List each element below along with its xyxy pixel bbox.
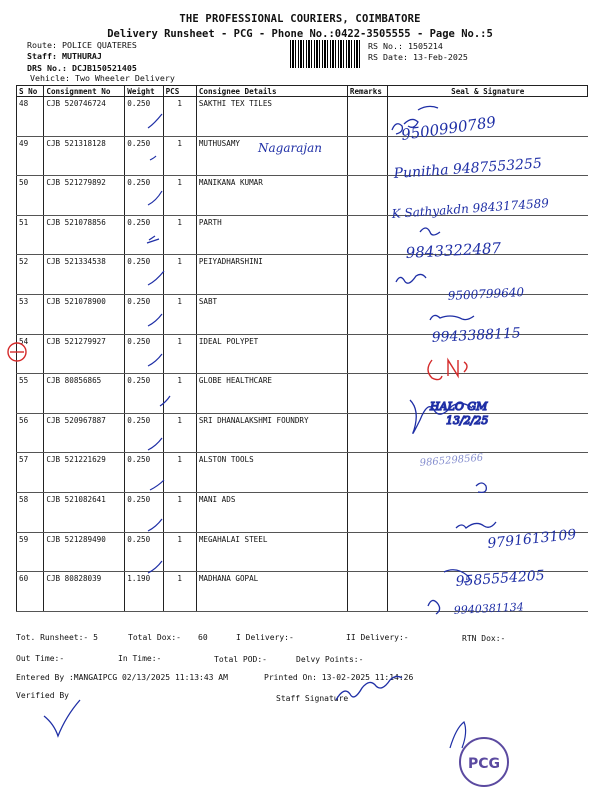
row-remarks [347, 334, 388, 374]
out-time: Out Time:- [16, 654, 65, 663]
table-row [17, 572, 588, 612]
row-sno: 54 [17, 334, 44, 374]
row-sno: 49 [17, 136, 44, 176]
handwritten-phone: 9500799640 [447, 285, 525, 303]
row-remarks [347, 532, 388, 572]
handwritten-phone: 9500990789 [400, 112, 498, 144]
row-seal-signature [388, 294, 588, 334]
row-consignee: SAKTHI TEX TILES [196, 97, 347, 137]
row-seal-signature [388, 492, 588, 532]
handwritten-scrawl: 13/2/25 [446, 414, 489, 427]
row-seal-signature [388, 453, 588, 493]
vehicle-label: Vehicle: Two Wheeler Delivery [30, 73, 175, 83]
staff-signature-label: Staff Signature [276, 694, 349, 703]
handwritten-signature: K Sathyakdn 9843174589 [391, 196, 550, 221]
col-weight: Weight [125, 86, 163, 97]
row-sno: 51 [17, 215, 44, 255]
row-pcs: 1 [163, 334, 196, 374]
table-row [17, 334, 588, 374]
i-delivery: I Delivery:- [236, 633, 294, 642]
row-consignment-no: CJB 521078856 [44, 215, 125, 255]
row-consignee: IDEAL POLYPET [196, 334, 347, 374]
row-pcs: 1 [163, 492, 196, 532]
verified-signature-scribble [44, 700, 80, 736]
stamp-text: PCG [467, 756, 501, 772]
row-weight: 0.250 [125, 294, 163, 334]
row-pcs: 1 [163, 294, 196, 334]
row-consignee: PEIYADHARSHINI [196, 255, 347, 295]
rs-date: RS Date: 13-Feb-2025 [368, 52, 468, 62]
row-seal-signature [388, 215, 588, 255]
row-weight: 0.250 [125, 176, 163, 216]
handwritten-phone: 9585554205 [455, 567, 546, 590]
row-remarks [347, 492, 388, 532]
table-row [17, 374, 588, 414]
row-seal-signature [388, 413, 588, 453]
table-row [17, 215, 588, 255]
row-weight: 0.250 [125, 492, 163, 532]
row-consignment-no: CJB 521318128 [44, 136, 125, 176]
row-sno: 57 [17, 453, 44, 493]
row-consignee: MANIKANA KUMAR [196, 176, 347, 216]
row-pcs: 1 [163, 97, 196, 137]
route-label: Route: POLICE QUATERES [27, 40, 137, 50]
row-consignment-no: CJB 521279927 [44, 334, 125, 374]
row-remarks [347, 453, 388, 493]
runsheet-table [16, 85, 588, 612]
row-consignee: MEGAHALAI STEEL [196, 532, 347, 572]
table-row [17, 453, 588, 493]
row-consignment-no: CJB 521289490 [44, 532, 125, 572]
table-row [17, 97, 588, 137]
ii-delivery: II Delivery:- [346, 633, 409, 642]
barcode [290, 40, 362, 68]
handwritten-phone: 9943388115 [431, 325, 522, 346]
row-weight: 0.250 [125, 97, 163, 137]
row-weight: 1.190 [125, 572, 163, 612]
tot-runsheet: Tot. Runsheet:- 5 [16, 633, 98, 642]
row-consignee: GLOBE HEALTHCARE [196, 374, 347, 414]
total-dox-value: 60 [198, 633, 208, 642]
col-sno: S No [17, 86, 44, 97]
row-consignment-no: CJB 80828039 [44, 572, 125, 612]
row-sno: 52 [17, 255, 44, 295]
row-remarks [347, 413, 388, 453]
pcg-stamp [450, 722, 508, 786]
table-row [17, 413, 588, 453]
row-sno: 60 [17, 572, 44, 612]
delvy-points: Delvy Points:- [296, 655, 364, 664]
col-consignee: Consignee Details [196, 86, 347, 97]
table-row [17, 136, 588, 176]
handwritten-phone: 9843322487 [405, 239, 502, 262]
handwritten-phone: 9865298566 [419, 452, 484, 469]
row-consignee: SABT [196, 294, 347, 334]
stamp-circle [460, 738, 508, 786]
handwritten-phone: 9791613109 [486, 526, 578, 552]
total-dox-label: Total Dox:- [128, 633, 181, 642]
row-seal-signature [388, 255, 588, 295]
row-consignee: MADHANA GOPAL [196, 572, 347, 612]
row-pcs: 1 [163, 532, 196, 572]
row-consignee: PARTH [196, 215, 347, 255]
row-seal-signature [388, 532, 588, 572]
row-weight: 0.250 [125, 413, 163, 453]
row-pcs: 1 [163, 176, 196, 216]
table-header-row [17, 86, 588, 97]
row-remarks [347, 374, 388, 414]
row-consignment-no: CJB 521082641 [44, 492, 125, 532]
row-sno: 53 [17, 294, 44, 334]
row-sno: 55 [17, 374, 44, 414]
rtn-dox: RTN Dox:- [462, 634, 506, 643]
row-sno: 59 [17, 532, 44, 572]
row-remarks [347, 136, 388, 176]
row-pcs: 1 [163, 136, 196, 176]
handwritten-signature: Punitha 9487553255 [393, 155, 543, 182]
row-consignment-no: CJB 521221629 [44, 453, 125, 493]
col-pcs: PCS [163, 86, 196, 97]
rs-number: RS No.: 1505214 [368, 41, 443, 51]
row-consignment-no: CJB 521078900 [44, 294, 125, 334]
row-seal-signature [388, 176, 588, 216]
table-row [17, 532, 588, 572]
total-pod: Total POD:- [214, 655, 267, 664]
row-seal-signature [388, 572, 588, 612]
handwritten-phone: 9940381134 [453, 600, 525, 617]
entered-by: Entered By :MANGAIPCG 02/13/2025 11:13:43 AM [16, 673, 228, 682]
row-consignee: ALSTON TOOLS [196, 453, 347, 493]
row-sno: 58 [17, 492, 44, 532]
runsheet-title: Delivery Runsheet - PCG - Phone No.:0422-3505555 - Page No.:5 [107, 28, 493, 40]
col-remarks: Remarks [347, 86, 388, 97]
row-weight: 0.250 [125, 255, 163, 295]
table-row [17, 294, 588, 334]
row-weight: 0.250 [125, 334, 163, 374]
col-seal: Seal & Signature [388, 86, 588, 97]
handwritten-scrawl: HALO GM [430, 400, 488, 413]
handwritten-name: Nagarajan [258, 141, 322, 155]
row-consignment-no: CJB 80856865 [44, 374, 125, 414]
printed-on: Printed On: 13-02-2025 11:14:26 [264, 673, 414, 682]
stamp-scribble [450, 722, 466, 748]
row-weight: 0.250 [125, 215, 163, 255]
table-row [17, 176, 588, 216]
row-weight: 0.250 [125, 453, 163, 493]
row-weight: 0.250 [125, 532, 163, 572]
col-consignment: Consignment No [44, 86, 125, 97]
row-pcs: 1 [163, 255, 196, 295]
row-remarks [347, 294, 388, 334]
row-consignee: MUTHUSAMY [196, 136, 347, 176]
table-row [17, 492, 588, 532]
row-seal-signature [388, 136, 588, 176]
row-seal-signature [388, 334, 588, 374]
row-pcs: 1 [163, 374, 196, 414]
staff-label: Staff: MUTHURAJ [27, 51, 102, 61]
row-consignment-no: CJB 521334538 [44, 255, 125, 295]
row-pcs: 1 [163, 453, 196, 493]
row-remarks [347, 255, 388, 295]
row-remarks [347, 215, 388, 255]
row-consignment-no: CJB 521279892 [44, 176, 125, 216]
row-seal-signature [388, 374, 588, 414]
in-time: In Time:- [118, 654, 162, 663]
row-consignment-no: CJB 520967887 [44, 413, 125, 453]
row-pcs: 1 [163, 215, 196, 255]
row-seal-signature [388, 97, 588, 137]
row-consignee: MANI ADS [196, 492, 347, 532]
row-sno: 56 [17, 413, 44, 453]
row-consignment-no: CJB 520746724 [44, 97, 125, 137]
row-remarks [347, 176, 388, 216]
row-consignee: SRI DHANALAKSHMI FOUNDRY [196, 413, 347, 453]
row-weight: 0.250 [125, 136, 163, 176]
company-name: THE PROFESSIONAL COURIERS, COIMBATORE [179, 13, 421, 25]
row-remarks [347, 572, 388, 612]
row-pcs: 1 [163, 572, 196, 612]
row-pcs: 1 [163, 413, 196, 453]
table-row [17, 255, 588, 295]
row-sno: 48 [17, 97, 44, 137]
drs-number: DRS No.: DCJB150521405 [27, 63, 137, 73]
row-remarks [347, 97, 388, 137]
row-sno: 50 [17, 176, 44, 216]
row-weight: 0.250 [125, 374, 163, 414]
verified-by: Verified By [16, 691, 69, 700]
